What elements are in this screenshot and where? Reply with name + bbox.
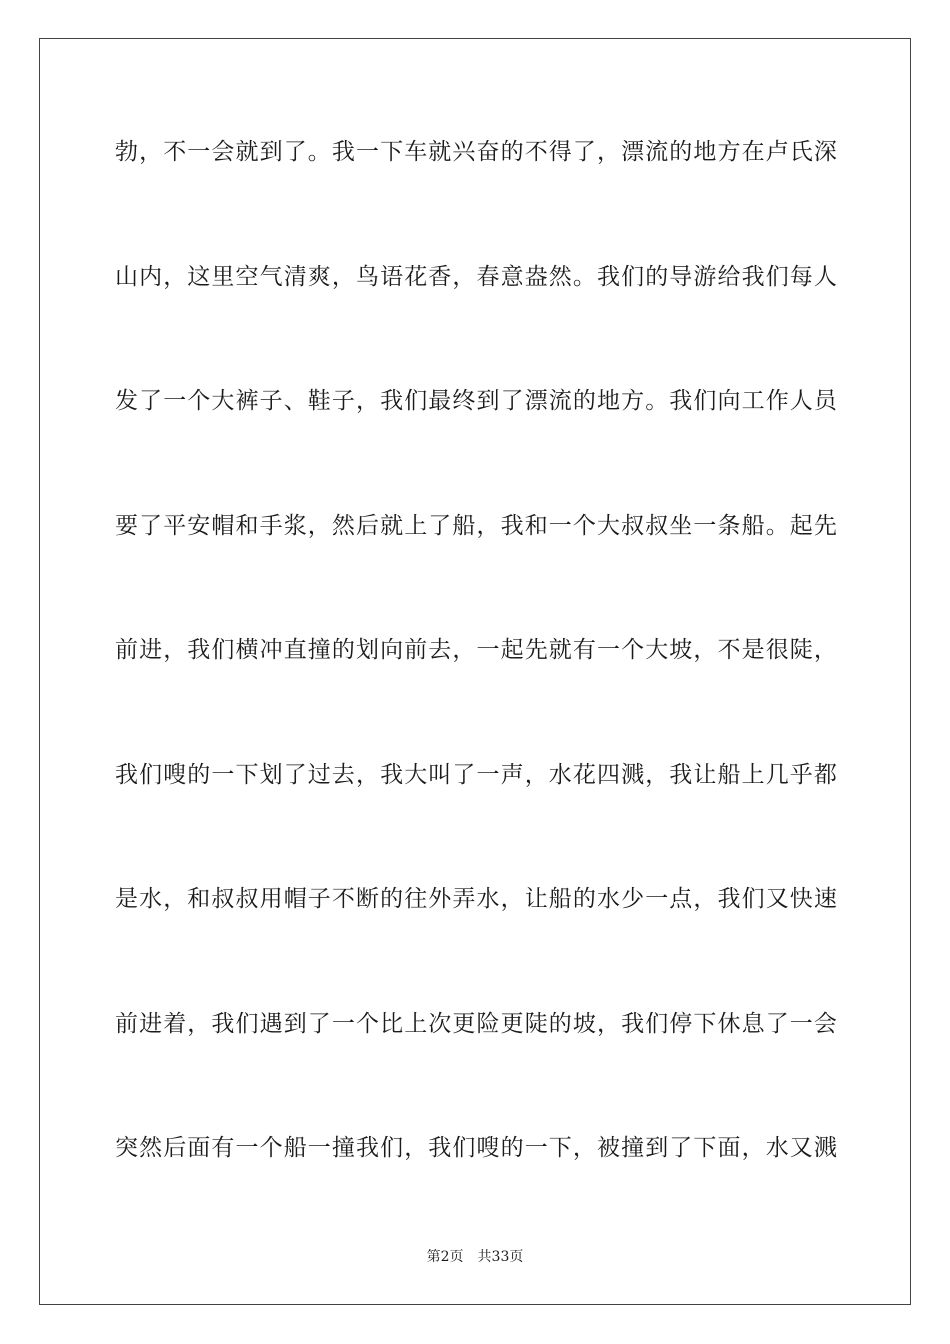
page-total: 共33页 bbox=[477, 1249, 524, 1265]
text-line: 前进，我们横冲直撞的划向前去，一起先就有一个大坡，不是很陡， bbox=[115, 637, 838, 663]
text-line: 要了平安帽和手浆，然后就上了船，我和一个大叔叔坐一条船。起先 bbox=[115, 512, 838, 539]
page-number: 第2页 bbox=[426, 1249, 464, 1265]
text-line: 前进着，我们遇到了一个比上次更险更陡的坡，我们停下休息了一会 bbox=[115, 1010, 838, 1037]
text-line: 我们嗖的一下划了过去，我大叫了一声，水花四溅，我让船上几乎都 bbox=[115, 761, 838, 788]
text-line: 发了一个大裤子、鞋子，我们最终到了漂流的地方。我们向工作人员 bbox=[115, 388, 838, 414]
text-line: 突然后面有一个船一撞我们，我们嗖的一下，被撞到了下面，水又溅 bbox=[115, 1135, 838, 1161]
text-line: 勃，不一会就到了。我一下车就兴奋的不得了，漂流的地方在卢氏深 bbox=[115, 139, 838, 165]
text-line: 是水，和叔叔用帽子不断的往外弄水，让船的水少一点，我们又快速 bbox=[115, 886, 838, 912]
text-line: 山内，这里空气清爽，鸟语花香，春意盎然。我们的导游给我们每人 bbox=[115, 263, 838, 290]
document-body bbox=[115, 128, 838, 1249]
page-footer bbox=[0, 1247, 950, 1267]
